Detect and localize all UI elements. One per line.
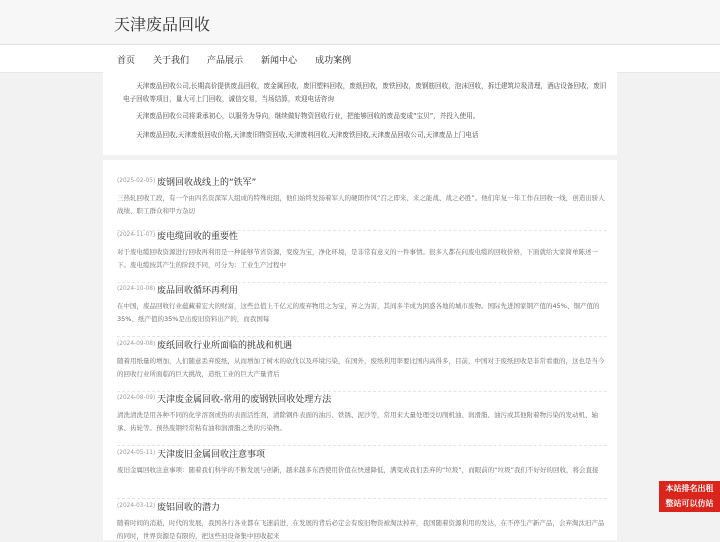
site-header: [0, 0, 720, 45]
nav-item-cases[interactable]: 成功案例: [315, 56, 352, 66]
news-date: (2024-05-11): [117, 450, 156, 456]
site-title[interactable]: 天津废品回收: [114, 15, 211, 34]
news-title[interactable]: 天津废金属回收-常用的废钢铁回收处理方法: [157, 395, 332, 405]
nav-item-home[interactable]: 首页: [117, 56, 136, 66]
intro-paragraph: 天津废品回收,天津废纸回收价格,天津废旧物资回收,天津废料回收,天津废铁回收,天津废品回收公司,天津废品上门电话: [123, 131, 479, 139]
rent-site-badge[interactable]: [659, 481, 720, 512]
news-date: (2024-11-07): [117, 232, 156, 238]
news-item: [117, 503, 607, 540]
nav-item-products[interactable]: 产品展示: [207, 56, 244, 66]
news-desc: 清洗清洗是用各种不同的化学溶剂或热的表面活性剂，清除钢件表面的油污、铁锈、泥沙等，常用来大量处理受切削机油、润滑脂、油污或其他附着物污染的发动机、轴承、齿轮等。预热废钢经常粘有油和润滑脂之类的污染物。: [117, 411, 598, 432]
news-title[interactable]: 废纸回收行业所面临的挑战和机遇: [157, 341, 293, 351]
news-item: [117, 341, 607, 392]
news-desc: 随着时间的消逝，时代的发展，我国各行各业都在飞速前进，在发展的背后必定会有废旧物资被淘汰掉弃，我国随着资源利用的发达，在不停生产新产品，会弃淘汰旧产品的同时，世界资源是有限的，把这些旧设备集中回收起来: [117, 519, 605, 540]
news-title[interactable]: 废电缆回收的重要性: [157, 232, 239, 242]
intro-panel: [103, 72, 617, 155]
news-title[interactable]: 废品回收循环再利用: [157, 286, 239, 296]
news-date: (2025-02-05): [117, 178, 156, 184]
main-nav: [0, 45, 720, 73]
news-desc: 废旧金属回收注意事项：随着我们科学的不断发展与创新，越来越多东西使用价值在快速降低，满变成我们丢弃的“垃圾”，而眼前的“垃圾”我们不好好的回收，将会直接: [117, 466, 599, 474]
news-desc: 在中国，废品回收行业蕴藏着宏大的财富，这些总值上千亿元的废弃物用之为宝，弃之为害，其间多半成为困惑各地的城市废物。国际先进国家钢产值的45%、铜产值的35%、纸产值的35%是出废旧资料出产的，而我国每: [117, 302, 600, 323]
news-title[interactable]: 废钢回收战线上的“铁军”: [157, 178, 257, 188]
intro-paragraph: 天津废品回收公司将秉承初心，以服务为导向，继续做好物资回收行业，把能够回收的废品变成“宝贝”，并投入使用。: [123, 112, 480, 120]
intro-paragraph: 天津废品回收公司,长期高价提供废品回收，废金属回收，废旧塑料回收，废纸回收，废铁回收，废钢筋回收，泡沫回收，拆迁建筑垃圾清理，酒店设备回收，废旧电子回收等项目，量大可上门回收，诚信交易，当场结算，欢迎电话咨询: [123, 82, 607, 103]
news-date: (2024-10-08): [117, 286, 156, 292]
news-item: [117, 232, 607, 283]
badge-line: 整站可以仿站: [665, 499, 714, 508]
news-desc: 三热轧回收工段，有一个由四名资深军人组成的特殊班组，他们始终发扬着军人的硬朗作风“召之即来、来之能战、战之必胜”。他们年复一年工作在回收一线，创造出骄人战绩、职工群众和甲方杂切: [117, 194, 605, 215]
news-date: (2024-08-09): [117, 395, 156, 401]
news-date: (2024-03-12): [117, 503, 156, 509]
nav-item-news[interactable]: 新闻中心: [261, 56, 298, 66]
news-item: [117, 286, 607, 337]
news-item: [117, 178, 607, 231]
news-desc: 对于废电缆回收资源进行回收再利用是一种能够节省资源，变废为宝，净化环境，是非常有意义的一件事情。很多人都在问废电缆的回收价格，下面就给大家简单陈述一下。废电缆按其产生的阶段不同，可分为：工业生产过程中: [117, 248, 598, 269]
news-list: [103, 160, 617, 540]
badge-line: 本站排名出租: [665, 484, 714, 493]
nav-item-about[interactable]: 关于我们: [153, 56, 190, 66]
news-title[interactable]: 天津废旧金属回收注意事项: [157, 450, 266, 460]
news-item: [117, 395, 607, 446]
news-desc: 随着用纸量的增加，人们随意丢弃废纸，从而增加了树木的砍伐以及环境污染，在国外，废纸利用率要比国内高得多，目前，中国对于废纸回收是非常看重的，这也是当今的回收行业所面临的巨大挑战，造纸工业的巨大产量背后: [117, 357, 605, 378]
news-item: [117, 450, 607, 499]
news-date: (2024-09-08): [117, 341, 156, 347]
news-title[interactable]: 废铝回收的潜力: [157, 503, 221, 513]
